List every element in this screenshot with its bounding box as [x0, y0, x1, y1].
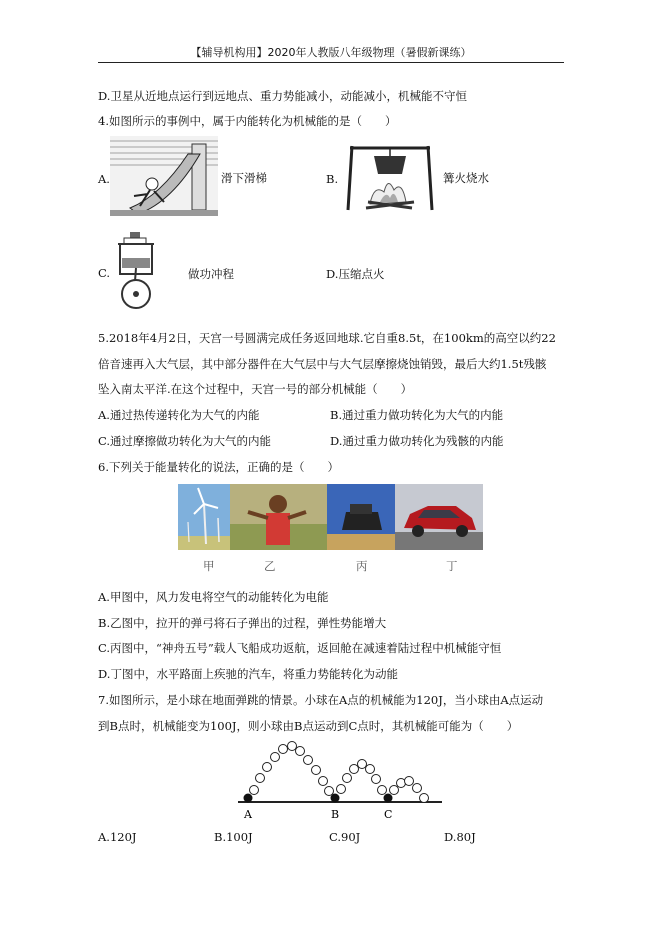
car-photo: [395, 484, 483, 550]
photo-caption-ding: 丁: [446, 559, 458, 573]
point-a-ball: [244, 794, 253, 803]
label-c: C: [384, 808, 393, 821]
q4-b-text: 篝火烧水: [443, 171, 489, 185]
q7-option-b: B.100J: [214, 830, 253, 844]
label-b: B: [331, 808, 340, 821]
question-5-line-3: 坠入南太平洋.在这个过程中，天宫一号的部分机械能（ ）: [98, 382, 413, 396]
q4-d-option: D.压缩点火: [326, 267, 385, 281]
q3-option-d: D.卫星从近地点运行到远地点、重力势能减小，动能减小，机械能不守恒: [98, 89, 467, 103]
return-capsule-photo: [327, 484, 395, 550]
question-5-line-2: 倍音速再入大气层，其中部分器件在大气层中与大气层摩擦烧蚀销毁，最后大约1.5t残骸: [98, 357, 547, 371]
q4-b-letter: B.: [326, 172, 339, 186]
point-c-ball: [384, 794, 393, 803]
question-4: 4.如图所示的事例中，属于内能转化为机械能的是（ ）: [98, 114, 397, 128]
q4-a-letter: A.: [98, 172, 110, 186]
q7-option-a: A.120J: [98, 830, 137, 844]
header-rule: [98, 62, 564, 63]
q6-option-a: A.甲图中，风力发电将空气的动能转化为电能: [98, 590, 329, 604]
question-7-line-1: 7.如图所示，是小球在地面弹跳的情景。小球在A点的机械能为120J，当小球由A点运动: [98, 693, 544, 707]
question-6: 6.下列关于能量转化的说法，正确的是（ ）: [98, 460, 339, 474]
q4-c-text: 做功冲程: [188, 267, 234, 281]
slide-image: [110, 136, 218, 216]
campfire-image: [340, 140, 440, 212]
q6-option-d: D.丁图中，水平路面上疾驰的汽车，将重力势能转化为动能: [98, 667, 398, 681]
label-a: A: [244, 808, 252, 821]
engine-stroke-image: [110, 228, 162, 312]
photo-caption-bing: 丙: [356, 559, 368, 573]
q7-option-c: C.90J: [329, 830, 361, 844]
q6-option-b: B.乙图中，拉开的弹弓将石子弹出的过程，弹性势能增大: [98, 616, 387, 630]
photo-caption-yi: 乙: [264, 559, 276, 573]
wind-turbine-photo: [178, 484, 230, 550]
page-header: 【辅导机构用】2020年人教版八年级物理（暑假新课练）: [190, 46, 472, 59]
slingshot-photo: [230, 484, 327, 550]
q7-option-d: D.80J: [444, 830, 476, 844]
energy-photos-strip: [178, 484, 483, 550]
q5-option-b: B.通过重力做功转化为大气的内能: [330, 408, 504, 422]
q4-c-letter: C.: [98, 266, 111, 280]
photo-caption-jia: 甲: [203, 559, 215, 573]
bouncing-ball-diagram: [230, 736, 445, 822]
question-5-line-1: 5.2018年4月2日，天宫一号圆满完成任务返回地球.它自重8.5t，在100km的高空以约22: [98, 331, 556, 345]
point-b-ball: [331, 794, 340, 803]
q5-option-a: A.通过热传递转化为大气的内能: [98, 408, 260, 422]
q5-option-d: D.通过重力做功转化为残骸的内能: [330, 434, 504, 448]
q6-option-c: C.丙图中，“神舟五号”载人飞船成功返航，返回舱在减速着陆过程中机械能守恒: [98, 641, 502, 655]
q4-a-text: 滑下滑梯: [221, 171, 267, 185]
question-7-line-2: 到B点时，机械能变为100J，则小球由B点运动到C点时，其机械能可能为（ ）: [98, 719, 519, 733]
q5-option-c: C.通过摩擦做功转化为大气的内能: [98, 434, 272, 448]
